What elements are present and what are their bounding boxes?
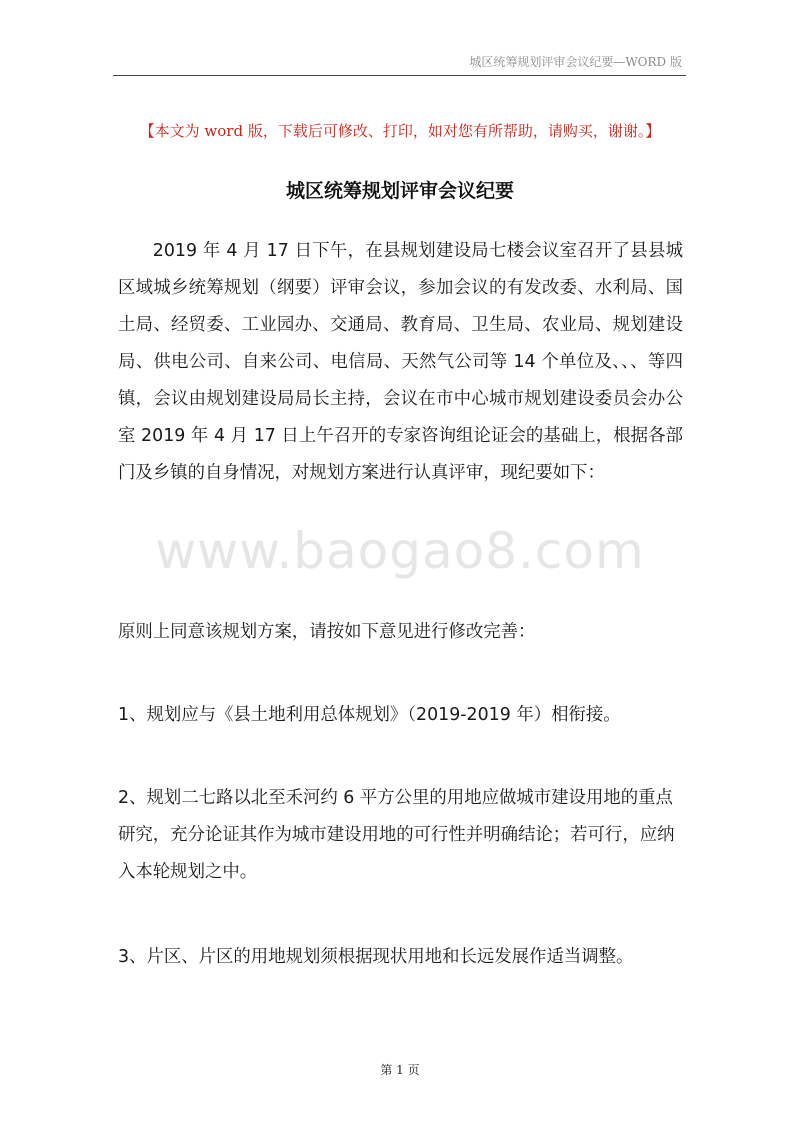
document-title: 城区统筹规划评审会议纪要 [285, 180, 514, 202]
paragraph-intro: 2019 年 4 月 17 日下午，在县规划建设局七楼会议室召开了县县城区域城乡统筹规划（纲要）评审会议，参加会议的有发改委、水利局、国土局、经贸委、工业园办、交通局、教育局、卫生局、农业局、规划建设局、供电公司、自来公司、电信局、天然气公司等 14 个单位及、、、等四镇，会议由规划建设局局长主持，会议在市中心城市规划建设委员会办公室 2019 年 4 月 17 日上午召开的专家咨询组论证会的基础上，根据各部门及乡镇的自身情况，对规划方案进行认真评审，现纪要如下： [118, 241, 683, 483]
paragraph-principle: 原则上同意该规划方案，请按如下意见进行修改完善： [118, 622, 536, 642]
paragraph-item-2: 2、规划二七路以北至禾河约 6 平方公里的用地应做城市建设用地的重点研究，充分论证其作为城市建设用地的可行性并明确结论；若可行，应纳入本轮规划之中。 [118, 788, 675, 882]
paragraph-item-1: 1、规划应与《县土地利用总体规划》（2019-2019 年）相衔接。 [118, 705, 621, 725]
page-number: 第 1 页 [380, 1063, 420, 1077]
header-divider [113, 75, 686, 76]
header-title: 城区统筹规划评审会议纪要—WORD 版 [469, 55, 682, 69]
watermark: www.baogao8.com [155, 522, 645, 580]
purchase-notice: 【本文为 word 版，下载后可修改、打印，如对您有所帮助，请购买，谢谢。】 [139, 122, 661, 140]
paragraph-item-3: 3、片区、片区的用地规划须根据现状用地和长远发展作适当调整。 [118, 947, 634, 967]
